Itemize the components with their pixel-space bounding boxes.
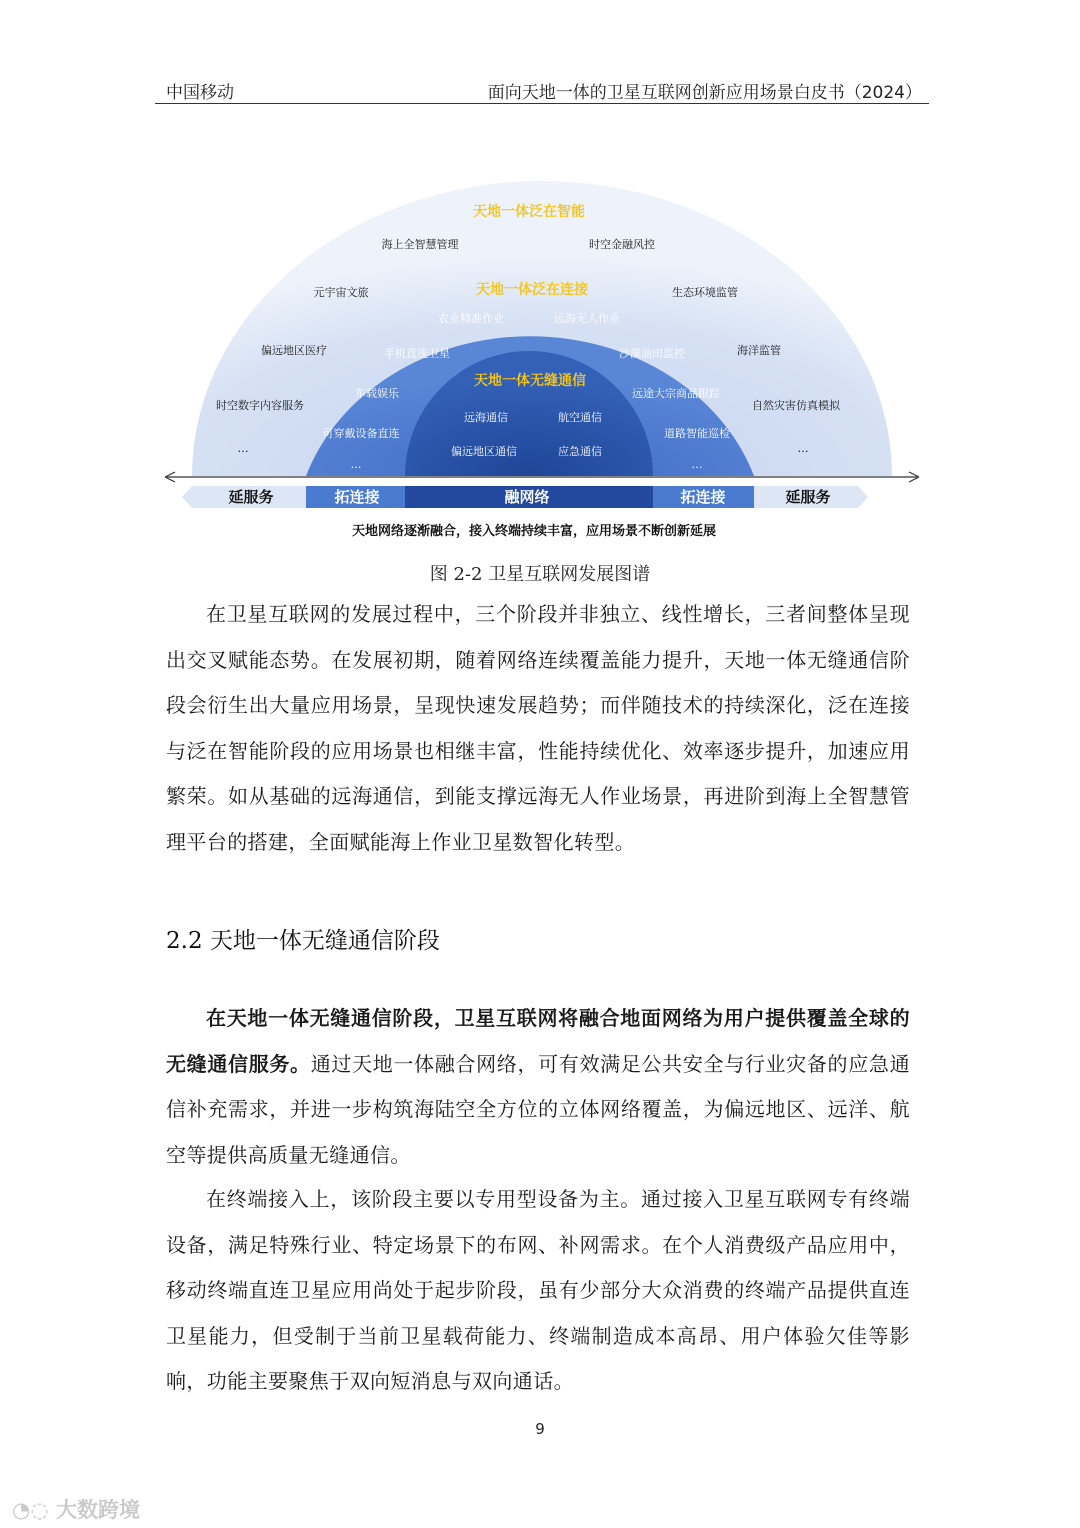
outer-ellipsis: … <box>237 442 249 455</box>
middle-item: 手机直连卫星 <box>384 347 450 360</box>
outer-item: 海上全智慧管理 <box>381 238 459 251</box>
outer-layer-title: 天地一体泛在智能 <box>473 204 585 220</box>
paragraph-text: 通过天地一体融合网络，可有效满足公共安全与行业灾备的应急通信补充需求，并进一步构筑海陆空全方位的立体网络覆盖，为偏远地区、远洋、航空等提供高质量无缝通信。 <box>166 1051 910 1167</box>
outer-item: 海洋监管 <box>737 344 781 357</box>
body-paragraph: 在卫星互联网的发展过程中，三个阶段并非独立、线性增长，三者间整体呈现出交叉赋能态势。在发展初期，随着网络连续覆盖能力提升，天地一体无缝通信阶段会衍生出大量应用场景，呈现快速发展趋势；而伴随技术的持续深化，泛在连接与泛在智能阶段的应用场景也相继丰富，性能持续优化、效率逐步提升，加速应用繁荣。如从基础的远海通信，到能支撑远海无人作业场景，再进阶到海上全智慧管理平台的搭建，全面赋能海上作业卫星数智化转型。 <box>166 602 910 854</box>
middle-item: 道路智能巡检 <box>664 427 730 440</box>
watermark-text: 大数跨境 <box>55 1498 140 1522</box>
middle-item: 车载娱乐 <box>355 387 399 400</box>
header-doc-title: 面向天地一体的卫星互联网创新应用场景白皮书（2024） <box>487 83 922 103</box>
bar-label: 拓连接 <box>334 488 380 506</box>
figure-subtitle: 天地网络逐渐融合，接入终端持续丰富，应用场景不断创新延展 <box>351 524 717 539</box>
inner-item: 远海通信 <box>464 411 508 424</box>
inner-item: 偏远地区通信 <box>451 445 517 458</box>
bar-label: 延服务 <box>228 488 274 506</box>
outer-item: 生态环境监管 <box>672 286 738 299</box>
header-org: 中国移动 <box>166 83 234 103</box>
body-paragraph <box>166 996 910 1178</box>
middle-ellipsis: … <box>691 458 703 471</box>
middle-item: 农业精准作业 <box>438 312 504 325</box>
body-paragraph: 在终端接入上，该阶段主要以专用型设备为主。通过接入卫星互联网专有终端设备，满足特殊行业、特定场景下的布网、补网需求。在个人消费级产品应用中，移动终端直连卫星应用尚处于起步阶段，虽有少部分大众消费的终端产品提供直连卫星能力，但受制于当前卫星载荷能力、终端制造成本高昂、用户体验欠佳等影响，功能主要聚焦于双向短消息与双向通话。 <box>166 1187 910 1393</box>
section-heading: 2.2 天地一体无缝通信阶段 <box>166 928 440 954</box>
middle-layer-title: 天地一体泛在连接 <box>476 282 588 298</box>
outer-item: 偏远地区医疗 <box>261 344 327 357</box>
header-divider <box>155 103 929 104</box>
middle-item: 沙漠油田监控 <box>619 347 685 360</box>
middle-item: 远途大宗商品跟踪 <box>632 387 720 400</box>
bar-label: 拓连接 <box>680 488 726 506</box>
middle-ellipsis: … <box>350 458 362 471</box>
inner-item: 航空通信 <box>558 411 602 424</box>
middle-item: 可穿戴设备直连 <box>322 427 400 440</box>
outer-item: 元宇宙文旅 <box>313 286 369 299</box>
inner-item: 应急通信 <box>558 445 602 458</box>
outer-ellipsis: … <box>797 442 809 455</box>
bar-label: 融网络 <box>504 488 550 506</box>
middle-item: 远海无人作业 <box>554 312 620 325</box>
page-number: 9 <box>535 1420 545 1438</box>
development-map-figure <box>155 180 925 550</box>
figure-caption: 图 2-2 卫星互联网发展图谱 <box>429 564 651 585</box>
key-sentence: 在天地一体无缝通信阶段，卫星互联网将融合地面网络为用户提供覆盖全球的无缝通信服务。 <box>166 1006 910 1076</box>
watermark-logo-icon: ◔◌ <box>12 1498 49 1522</box>
bar-label: 延服务 <box>785 488 831 506</box>
inner-layer-title: 天地一体无缝通信 <box>474 373 586 389</box>
outer-item: 时空金融风控 <box>589 238 655 251</box>
outer-item: 时空数字内容服务 <box>216 399 304 412</box>
outer-item: 自然灾害仿真模拟 <box>752 399 840 412</box>
watermark <box>12 1494 140 1524</box>
